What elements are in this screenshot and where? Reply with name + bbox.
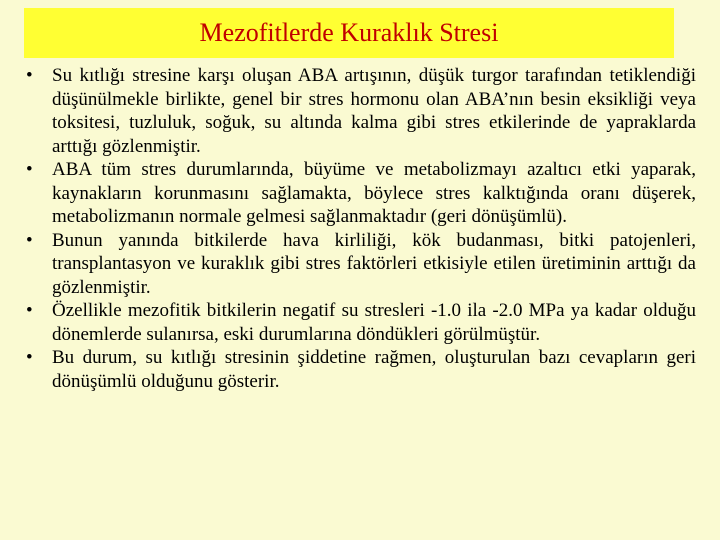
title-box: [24, 8, 674, 58]
bullet-text: Bunun yanında bitkilerde hava kirliliği, kök budanması, bitki patojenleri, transplantasyon ve kuraklık gibi stres faktörleri etkisiyle etilen üretiminin arttığı da gözlenmiştir.: [52, 229, 696, 298]
bullet-icon: •: [26, 229, 33, 251]
bullet-icon: •: [26, 300, 33, 321]
bullet-text: Özellikle mezofitik bitkilerin negatif su stresleri -1.0 ila -2.0 MPa ya kadar olduğu dönemlerde sulanırsa, eski durumlarına döndükleri görülmüştür.: [52, 300, 696, 345]
bullet-item: [20, 229, 696, 300]
bullet-item: [20, 299, 696, 346]
slide-title: Mezofitlerde Kuraklık Stresi: [199, 18, 499, 47]
bullet-item: [20, 64, 696, 158]
bullet-item: [20, 346, 696, 393]
bullet-text: Bu durum, su kıtlığı stresinin şiddetine rağmen, oluşturulan bazı cevapların geri dönüşümlü olduğunu gösterir.: [52, 347, 696, 392]
bullet-icon: •: [26, 347, 33, 368]
bullet-icon: •: [26, 159, 33, 180]
bullet-list: [20, 64, 696, 393]
bullet-icon: •: [26, 65, 33, 86]
bullet-text: ABA tüm stres durumlarında, büyüme ve metabolizmayı azaltıcı etki yaparak, kaynakların korunmasını sağlamakta, böylece stres kalktığında oranı düşerek, metabolizmanın normale gelmesi sağlanmaktadır (geri dönüşümlü).: [52, 159, 696, 227]
bullet-item: [20, 158, 696, 229]
bullet-text: Su kıtlığı stresine karşı oluşan ABA artışının, düşük turgor tarafından tetiklendiği düşünülmekle birlikte, genel bir stres hormonu olan ABA’nın besin eksikliği veya toksitesi, tuzluluk, soğuk, su altında kalma gibi stres etkilerinde de yapraklarda arttığı gözlenmiştir.: [52, 65, 696, 157]
